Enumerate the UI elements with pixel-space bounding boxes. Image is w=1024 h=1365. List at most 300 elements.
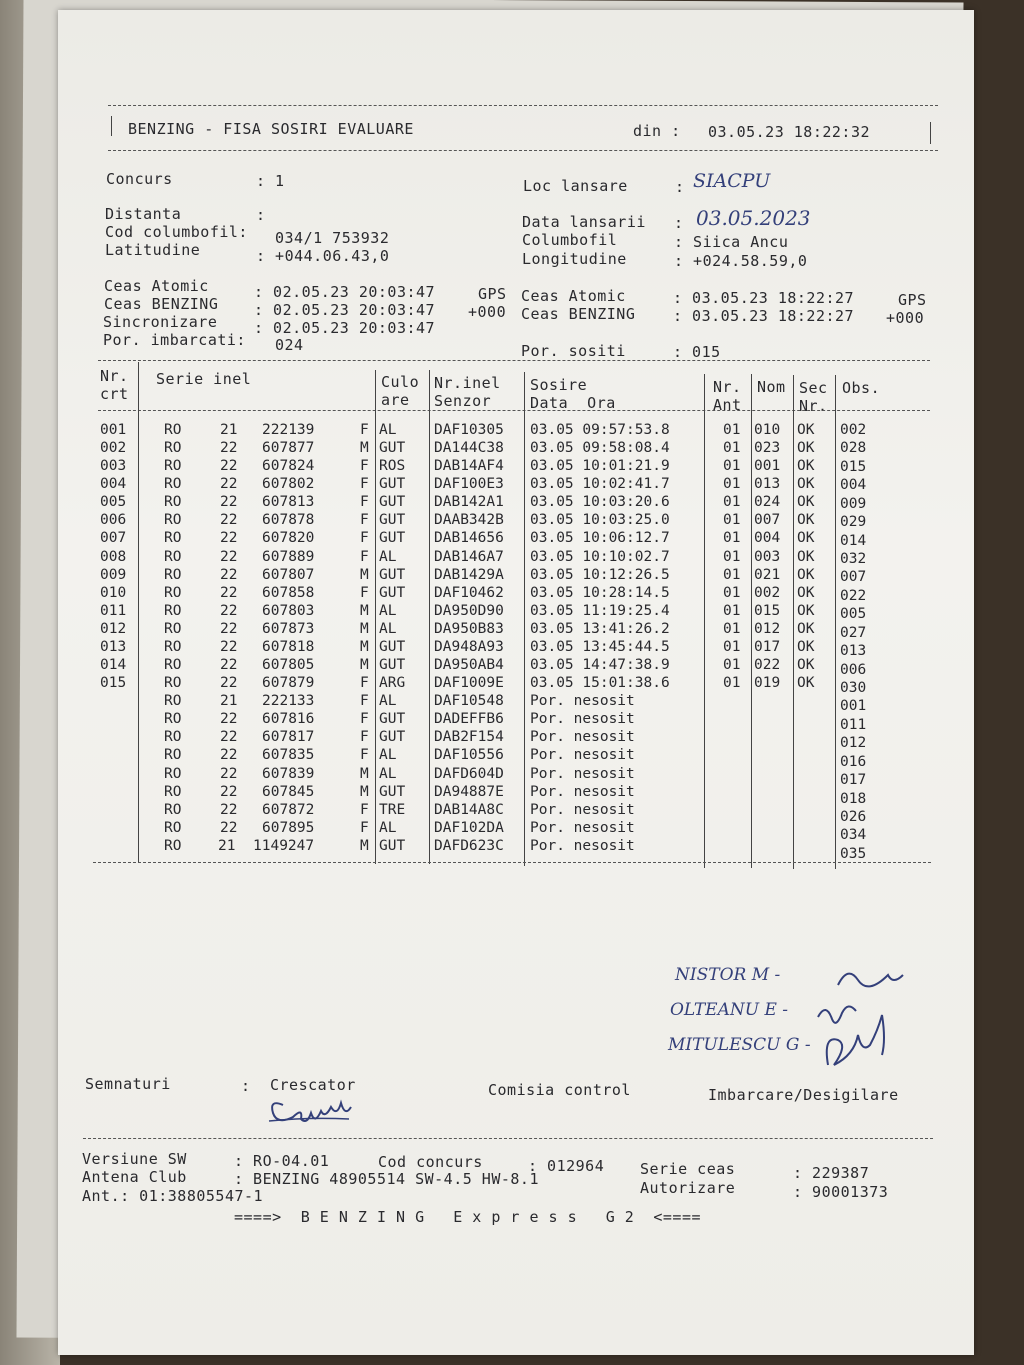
cell-sex: F	[360, 693, 369, 710]
cell-tara: RO	[164, 566, 182, 583]
cell-senzor: DAB146A7	[434, 548, 504, 565]
cell-senzor: DAAB342B	[434, 512, 504, 529]
cell-senzor: DAF1009E	[434, 675, 504, 692]
cell-cul: GUT	[379, 638, 406, 655]
cell-obs: 015	[840, 458, 867, 475]
ceas-benzing-right-value: : 03.05.23 18:22:27	[673, 307, 855, 325]
cell-nom: 003	[754, 548, 781, 565]
cell-nom: 017	[754, 638, 781, 655]
cell-inel: 607824	[262, 458, 315, 475]
brand-banner: ====> B E N Z I N G E x p r e s s G 2 <====	[234, 1208, 702, 1226]
cell-senzor: DA950AB4	[434, 657, 504, 674]
cell-obs: 027	[840, 624, 867, 641]
header-right-border	[930, 122, 931, 144]
cell-obs: 009	[840, 495, 867, 512]
cell-sex: F	[360, 476, 369, 493]
cell-obs: 018	[840, 790, 867, 807]
cell-sex: F	[360, 494, 369, 511]
sositi-value: : 015	[673, 343, 721, 361]
cell-nom: 012	[754, 620, 781, 637]
cod-concurs-value: : 012964	[528, 1157, 605, 1175]
cell-sex: F	[360, 801, 369, 818]
cell-an: 22	[220, 747, 238, 764]
ceas-benzing-left-value: : 02.05.23 20:03:47	[254, 301, 436, 319]
cell-senzor: DAB2F154	[434, 729, 504, 746]
table-bottom-border	[93, 862, 931, 863]
cell-sosire: Por. nesosit	[530, 693, 635, 710]
cell-tara: RO	[164, 783, 182, 800]
autorizare-value: : 90001373	[793, 1183, 889, 1201]
cell-inel: 607872	[262, 801, 315, 818]
cell-sex: F	[360, 675, 369, 692]
cell-inel: 607817	[262, 729, 315, 746]
footer-divider	[83, 1138, 933, 1139]
cell-cul: GUT	[379, 711, 406, 728]
cell-ant: 01	[723, 657, 741, 674]
cell-an: 22	[220, 602, 238, 619]
cell-obs: 030	[840, 680, 867, 696]
cell-sec: OK	[797, 657, 815, 674]
cell-sex: M	[360, 657, 369, 674]
cell-cul: GUT	[379, 837, 406, 854]
cell-cul: GUT	[379, 566, 406, 583]
cell-sex: M	[360, 620, 369, 637]
cell-inel: 607895	[262, 819, 315, 836]
cell-sosire: Por. nesosit	[530, 837, 635, 854]
cell-an: 22	[220, 711, 238, 728]
loc-lansare-handwritten: SIACPU	[693, 170, 771, 192]
col-header-nom: Nom	[757, 378, 786, 396]
cell-sex: M	[360, 765, 369, 782]
cell-an: 22	[220, 530, 238, 547]
cell-ant: 01	[723, 675, 741, 692]
cell-sosire: 03.05 14:47:38.9	[530, 657, 670, 674]
col-header-senzor: Senzor	[434, 392, 492, 410]
cell-obs: 002	[840, 422, 867, 438]
cell-cul: GUT	[379, 584, 406, 601]
col-header-sosire: Sosire	[530, 376, 588, 394]
cell-obs: 005	[840, 606, 867, 623]
cell-ant: 01	[723, 440, 741, 457]
cell-obs: 004	[840, 477, 867, 494]
ceas-benzing-right-label: Ceas BENZING	[521, 305, 636, 323]
cell-nr: 003	[100, 458, 127, 475]
cell-ant: 01	[723, 584, 741, 601]
cell-nr: 010	[100, 584, 127, 601]
handwritten-signature-2: OLTEANU E -	[670, 1000, 789, 1020]
cell-nr: 005	[100, 494, 127, 511]
cell-obs: 011	[840, 716, 867, 733]
cell-inel: 607816	[262, 711, 315, 728]
col-header-culoare-1: Culo	[381, 373, 420, 391]
cell-an: 22	[220, 638, 238, 655]
cell-an: 22	[220, 783, 238, 800]
cell-senzor: DAFD604D	[434, 765, 504, 782]
cell-cul: GUT	[379, 494, 406, 511]
cell-sosire: Por. nesosit	[530, 783, 635, 800]
cell-cul: GUT	[379, 657, 406, 674]
ceas-atomic-left-source: GPS	[478, 285, 507, 303]
cell-ant: 01	[723, 458, 741, 475]
concurs-label: Concurs	[106, 170, 173, 188]
cell-sosire: 03.05 15:01:38.6	[530, 675, 670, 692]
cell-sex: F	[360, 729, 369, 746]
cell-senzor: DAF100E3	[434, 476, 504, 493]
cell-obs: 022	[840, 587, 867, 604]
cell-tara: RO	[164, 729, 182, 746]
cell-sec: OK	[797, 548, 815, 565]
cell-cul: ROS	[379, 458, 406, 475]
cell-sosire: Por. nesosit	[530, 711, 635, 728]
cell-senzor: DA94887E	[434, 783, 504, 800]
cell-nom: 024	[754, 494, 781, 511]
cell-cul: GUT	[379, 783, 406, 800]
cell-tara: RO	[164, 638, 182, 655]
table-top-border	[98, 360, 930, 361]
cell-sosire: 03.05 09:57:53.8	[530, 422, 670, 438]
cell-obs: 013	[840, 643, 867, 660]
signature-scribbles-icon	[798, 955, 948, 1085]
cell-sex: M	[360, 602, 369, 619]
cell-inel: 222133	[262, 693, 315, 710]
cell-sec: OK	[797, 458, 815, 475]
cell-nr: 013	[100, 638, 127, 655]
cell-sosire: Por. nesosit	[530, 801, 635, 818]
cell-sosire: 03.05 11:19:25.4	[530, 602, 670, 619]
ceas-atomic-right-label: Ceas Atomic	[521, 287, 626, 305]
col-header-obs: Obs.	[842, 379, 881, 397]
cell-sex: F	[360, 512, 369, 529]
cell-obs: 035	[840, 845, 867, 862]
cell-sosire: 03.05 09:58:08.4	[530, 440, 670, 457]
cell-inel: 607877	[262, 440, 315, 457]
cell-ant: 01	[723, 476, 741, 493]
cell-obs: 001	[840, 698, 867, 715]
cell-inel: 607889	[262, 548, 315, 565]
cell-sec: OK	[797, 638, 815, 655]
cell-inel: 607805	[262, 657, 315, 674]
semnaturi-label: Semnaturi	[85, 1075, 171, 1093]
cell-senzor: DAF10305	[434, 422, 504, 438]
cell-nr: 006	[100, 512, 127, 529]
col-divider	[835, 375, 836, 869]
table-header-divider	[98, 410, 930, 411]
cell-inel: 607803	[262, 602, 315, 619]
cell-tara: RO	[164, 711, 182, 728]
cell-inel: 1149247	[253, 837, 315, 854]
cell-cul: AL	[379, 765, 397, 782]
cell-nr: 001	[100, 422, 127, 438]
col-header-sec: Sec	[799, 379, 828, 397]
cell-ant: 01	[723, 620, 741, 637]
cell-nr: 002	[100, 440, 127, 457]
col-divider	[375, 370, 376, 864]
cell-an: 21	[220, 422, 238, 438]
cell-nom: 010	[754, 422, 781, 438]
cell-cul: AL	[379, 747, 397, 764]
cell-sec: OK	[797, 494, 815, 511]
handwritten-signature-1: NISTOR M -	[675, 965, 781, 985]
cell-an: 22	[220, 657, 238, 674]
cell-senzor: DAB14AF4	[434, 458, 504, 475]
cell-inel: 607835	[262, 747, 315, 764]
cell-nr: 004	[100, 476, 127, 493]
col-header-nrinel: Nr.inel	[434, 374, 501, 392]
col-header-nr: Nr.	[100, 367, 129, 385]
cell-tara: RO	[164, 620, 182, 637]
latitudine-value: : +044.06.43,0	[256, 247, 390, 265]
cell-sec: OK	[797, 476, 815, 493]
versiune-value: : RO-04.01	[234, 1152, 330, 1170]
cell-obs: 032	[840, 550, 867, 567]
cell-sec: OK	[797, 620, 815, 637]
cell-ant: 01	[723, 494, 741, 511]
cell-tara: RO	[164, 530, 182, 547]
cod-concurs-label: Cod concurs	[378, 1153, 483, 1171]
crescator-label: Crescator	[270, 1076, 356, 1094]
cell-tara: RO	[164, 476, 182, 493]
cell-sex: F	[360, 458, 369, 475]
cell-cul: AL	[379, 422, 397, 438]
cell-tara: RO	[164, 440, 182, 457]
versiune-label: Versiune SW	[82, 1150, 187, 1168]
cell-an: 22	[220, 765, 238, 782]
cell-nom: 019	[754, 675, 781, 692]
cell-nr: 011	[100, 602, 127, 619]
cell-cul: GUT	[379, 512, 406, 529]
cell-sex: F	[360, 548, 369, 565]
col-divider	[704, 374, 705, 868]
cell-nr: 007	[100, 530, 127, 547]
cell-cul: GUT	[379, 476, 406, 493]
longitudine-label: Longitudine	[522, 250, 627, 268]
cell-senzor: DA144C38	[434, 440, 504, 457]
cell-senzor: DAFD623C	[434, 837, 504, 854]
cell-sosire: 03.05 10:03:20.6	[530, 494, 670, 511]
ceas-benzing-left-offset: +000	[468, 303, 507, 321]
cell-senzor: DA950D90	[434, 602, 504, 619]
cell-obs: 017	[840, 772, 867, 789]
cell-tara: RO	[164, 675, 182, 692]
concurs-value: : 1	[256, 172, 285, 190]
cell-nom: 002	[754, 584, 781, 601]
cell-sosire: 03.05 10:01:21.9	[530, 458, 670, 475]
cell-an: 22	[220, 566, 238, 583]
col-divider	[138, 362, 139, 862]
col-header-nr-ant: Nr.	[713, 378, 742, 396]
autorizare-label: Autorizare	[640, 1179, 736, 1197]
cell-ant: 01	[723, 566, 741, 583]
cell-an: 22	[220, 440, 238, 457]
cod-columbofil-label: Cod columbofil:	[105, 223, 248, 241]
cell-senzor: DAB142A1	[434, 494, 504, 511]
cell-obs: 034	[840, 827, 867, 844]
cell-sex: F	[360, 711, 369, 728]
cell-sex: F	[360, 819, 369, 836]
handwritten-signature-3: MITULESCU G -	[668, 1035, 811, 1055]
cell-sex: F	[360, 747, 369, 764]
cell-cul: AL	[379, 548, 397, 565]
crescator-signature-icon	[263, 1093, 383, 1133]
cell-nom: 023	[754, 440, 781, 457]
cell-cul: GUT	[379, 729, 406, 746]
col-header-serie: Serie inel	[156, 370, 252, 388]
latitudine-label: Latitudine	[105, 241, 201, 259]
cell-an: 21	[220, 693, 238, 710]
imbarcati-value: 024	[275, 336, 304, 354]
cell-inel: 607813	[262, 494, 315, 511]
cell-sosire: 03.05 10:10:02.7	[530, 548, 670, 565]
cell-tara: RO	[164, 837, 182, 854]
cell-cul: GUT	[379, 440, 406, 457]
cell-an: 21	[218, 837, 236, 854]
cell-sosire: 03.05 10:03:25.0	[530, 512, 670, 529]
cell-nom: 022	[754, 657, 781, 674]
cell-senzor: DA948A93	[434, 638, 504, 655]
document-page	[58, 10, 974, 1355]
cod-columbofil-value: 034/1 753932	[275, 229, 390, 247]
cell-cul: ARG	[379, 675, 406, 692]
cell-sex: M	[360, 440, 369, 457]
cell-senzor: DAF10548	[434, 693, 504, 710]
cell-senzor: DAF10462	[434, 584, 504, 601]
columbofil-value: : Siica Ancu	[674, 233, 789, 251]
imbarcare-label: Imbarcare/Desigilare	[708, 1086, 899, 1104]
cell-nr: 014	[100, 657, 127, 674]
cell-sosire: Por. nesosit	[530, 747, 635, 764]
ceas-benzing-left-label: Ceas BENZING	[104, 295, 219, 313]
cell-inel: 607879	[262, 675, 315, 692]
serie-ceas-label: Serie ceas	[640, 1160, 736, 1178]
report-title: BENZING - FISA SOSIRI EVALUARE	[128, 120, 414, 138]
cell-obs: 029	[840, 514, 867, 531]
cell-obs: 026	[840, 809, 867, 826]
cell-an: 22	[220, 584, 238, 601]
cell-sosire: Por. nesosit	[530, 765, 635, 782]
cell-ant: 01	[723, 422, 741, 438]
cell-inel: 607873	[262, 620, 315, 637]
cell-an: 22	[220, 801, 238, 818]
sincronizare-label: Sincronizare	[103, 313, 218, 331]
cell-tara: RO	[164, 458, 182, 475]
cell-sosire: Por. nesosit	[530, 729, 635, 746]
cell-sec: OK	[797, 440, 815, 457]
cell-sosire: 03.05 10:02:41.7	[530, 476, 670, 493]
col-header-culoare-2: are	[381, 391, 410, 409]
cell-an: 22	[220, 512, 238, 529]
cell-inel: 607858	[262, 584, 315, 601]
cell-nr: 015	[100, 675, 127, 692]
cell-sosire: Por. nesosit	[530, 819, 635, 836]
ceas-atomic-left-value: : 02.05.23 20:03:47	[254, 283, 436, 301]
cell-sosire: 03.05 13:45:44.5	[530, 638, 670, 655]
cell-ant: 01	[723, 512, 741, 529]
cell-sec: OK	[797, 584, 815, 601]
cell-senzor: DA950B83	[434, 620, 504, 637]
cell-tara: RO	[164, 765, 182, 782]
columbofil-label: Columbofil	[522, 231, 618, 249]
header-top-border	[108, 105, 938, 106]
col-divider	[524, 372, 525, 866]
cell-an: 22	[220, 675, 238, 692]
cell-an: 22	[220, 620, 238, 637]
distanta-value: :	[256, 206, 266, 224]
cell-inel: 607845	[262, 783, 315, 800]
header-left-border	[111, 116, 112, 136]
sositi-label: Por. sositi	[521, 342, 626, 360]
cell-cul: AL	[379, 819, 397, 836]
cell-tara: RO	[164, 494, 182, 511]
cell-sec: OK	[797, 530, 815, 547]
ceas-atomic-left-label: Ceas Atomic	[104, 277, 209, 295]
cell-sec: OK	[797, 675, 815, 692]
cell-nr: 008	[100, 548, 127, 565]
semnaturi-colon: :	[241, 1077, 251, 1095]
cell-sec: OK	[797, 512, 815, 529]
cell-inel: 607820	[262, 530, 315, 547]
cell-an: 22	[220, 458, 238, 475]
cell-inel: 607818	[262, 638, 315, 655]
cell-sec: OK	[797, 602, 815, 619]
col-header-crt: crt	[100, 385, 129, 403]
cell-tara: RO	[164, 747, 182, 764]
cell-inel: 607878	[262, 512, 315, 529]
cell-an: 22	[220, 548, 238, 565]
cell-cul: AL	[379, 693, 397, 710]
ceas-benzing-right-offset: +000	[886, 309, 925, 327]
comisia-label: Comisia control	[488, 1081, 631, 1099]
cell-sosire: 03.05 13:41:26.2	[530, 620, 670, 637]
cell-tara: RO	[164, 512, 182, 529]
cell-ant: 01	[723, 602, 741, 619]
cell-obs: 012	[840, 735, 867, 752]
cell-inel: 222139	[262, 422, 315, 438]
col-header-sec-nr: Nr.	[799, 397, 828, 415]
cell-sex: F	[360, 584, 369, 601]
cell-sec: OK	[797, 422, 815, 438]
cell-tara: RO	[164, 602, 182, 619]
cell-tara: RO	[164, 584, 182, 601]
antena-id: Ant.: 01:38805547-1	[82, 1187, 264, 1205]
antena-label: Antena Club	[82, 1168, 187, 1186]
cell-tara: RO	[164, 422, 182, 438]
ceas-atomic-right-value: : 03.05.23 18:22:27	[673, 289, 855, 307]
cell-sosire: 03.05 10:06:12.7	[530, 530, 670, 547]
imbarcati-label: Por. imbarcati:	[103, 331, 246, 349]
cell-nom: 021	[754, 566, 781, 583]
cell-nom: 007	[754, 512, 781, 529]
col-divider	[751, 374, 752, 868]
cell-senzor: DADEFFB6	[434, 711, 504, 728]
col-divider	[793, 375, 794, 869]
cell-nr: 009	[100, 566, 127, 583]
cell-an: 22	[220, 476, 238, 493]
cell-nom: 001	[754, 458, 781, 475]
ceas-atomic-right-source: GPS	[898, 291, 927, 309]
cell-nom: 013	[754, 476, 781, 493]
cell-cul: AL	[379, 620, 397, 637]
cell-sex: M	[360, 638, 369, 655]
cell-senzor: DAF10556	[434, 747, 504, 764]
cell-sosire: 03.05 10:12:26.5	[530, 566, 670, 583]
col-header-ant: Ant	[713, 396, 742, 414]
longitudine-value: : +024.58.59,0	[674, 252, 808, 270]
cell-tara: RO	[164, 801, 182, 818]
cell-obs: 016	[840, 753, 867, 770]
cell-ant: 01	[723, 530, 741, 547]
data-lansarii-colon: :	[674, 214, 684, 232]
cell-obs: 014	[840, 532, 867, 549]
